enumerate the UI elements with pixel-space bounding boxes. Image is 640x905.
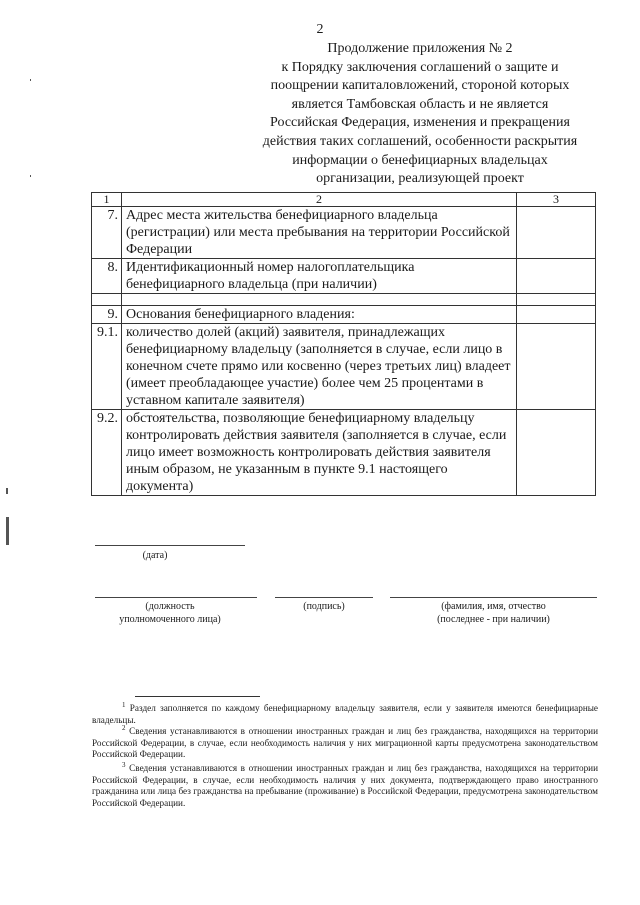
row-number: 9.2.: [97, 411, 118, 426]
footnote-3: [92, 760, 598, 809]
table-row: [92, 306, 596, 324]
footnote-mark: 3: [122, 761, 126, 769]
date-caption: (дата): [142, 550, 168, 561]
appendix-line: является Тамбовская область и не является: [291, 96, 549, 112]
appendix-line: Российская Федерация, изменения и прекращения: [270, 115, 570, 131]
row-number: 7.: [107, 208, 118, 223]
row-value-cell: [517, 207, 596, 259]
position-caption-1: (должность: [145, 601, 195, 612]
footnote-mark: 2: [122, 724, 126, 732]
signature-caption: (подпись): [303, 601, 345, 612]
date-line: [95, 545, 245, 546]
fullname-caption-1: (фамилия, имя, отчество: [441, 601, 546, 612]
appendix-line: действия таких соглашений, особенности раскрытия: [262, 133, 578, 149]
row-text: количество долей (акций) заявителя, принадлежащих бенефициарному владельцу (заполняется в случае, если лицо в конечном счете прямо или косвенно (через третьих лиц) владеет (имеет преобладающее участие) более чем 25 процентами в уставном капитале заявителя): [122, 324, 517, 410]
appendix-line: информации о бенефициарных владельцах: [292, 152, 548, 168]
appendix-header: [250, 40, 590, 189]
column-header: 1: [92, 193, 122, 207]
footnote-mark: 1: [122, 701, 126, 709]
row-number: 8.: [107, 260, 118, 275]
footnote-text: Сведения устанавливаются в отношении иностранных граждан и лиц без гражданства, находящихся на территории Российской Федерации, в случае, если необходимость наличия у них документа, подтверждающего право иностранного гражданина или лица без гражданства на пребывание (проживание) в Российской Федерации, предусмотрена законодательством Российской Федерации.: [92, 763, 599, 808]
appendix-line: Продолжение приложения № 2: [327, 41, 513, 56]
table-row: [92, 410, 596, 496]
fullname-caption-2: (последнее - при наличии): [437, 614, 550, 625]
row-value-cell: [517, 410, 596, 496]
position-line: [95, 597, 257, 598]
row-value-cell: [517, 324, 596, 410]
row-text: Адрес места жительства бенефициарного владельца (регистрации) или места пребывания на территории Российской Федерации: [122, 207, 517, 259]
beneficiary-table: [91, 192, 596, 496]
row-text: Идентификационный номер налогоплательщика бенефициарного владельца (при наличии): [122, 259, 517, 294]
position-caption-2: уполномоченного лица): [119, 614, 221, 625]
fullname-line: [390, 597, 597, 598]
appendix-line: поощрении капиталовложений, стороной которых: [270, 78, 570, 94]
column-header: 2: [122, 193, 517, 207]
signature-line: [275, 597, 373, 598]
row-value-cell: [517, 306, 596, 324]
footnote-separator: [135, 696, 260, 697]
table-spacer-row: [92, 294, 596, 306]
appendix-line: к Порядку заключения соглашений о защите и: [281, 59, 559, 75]
appendix-line: организации, реализующей проект: [316, 171, 524, 187]
footnote-2: [92, 723, 598, 761]
column-header: 3: [517, 193, 596, 207]
table-header-row: [92, 193, 596, 207]
row-number: 9.: [107, 307, 118, 322]
table-row: [92, 324, 596, 410]
row-value-cell: [517, 259, 596, 294]
row-number: 9.1.: [97, 325, 118, 340]
row-text: Основания бенефициарного владения:: [122, 306, 517, 324]
footnote-text: Сведения устанавливаются в отношении иностранных граждан и лиц без гражданства, находящихся на территории Российской Федерации, в случае, если необходимость наличия у них миграционной карты предусмотрена законодательством Российской Федерации.: [92, 726, 599, 760]
page-number: 2: [316, 22, 324, 37]
table-row: [92, 207, 596, 259]
table-row: [92, 259, 596, 294]
row-text: обстоятельства, позволяющие бенефициарному владельцу контролировать действия заявителя (заполняется в случае, если лицо имеет возможность контролировать действия заявителя иным образом, не указанным в пункте 9.1 настоящего документа): [122, 410, 517, 496]
footnote-text: Раздел заполняется по каждому бенефициарному владельцу заявителя, если у заявителя имеются бенефициарные владельцы.: [92, 703, 598, 725]
